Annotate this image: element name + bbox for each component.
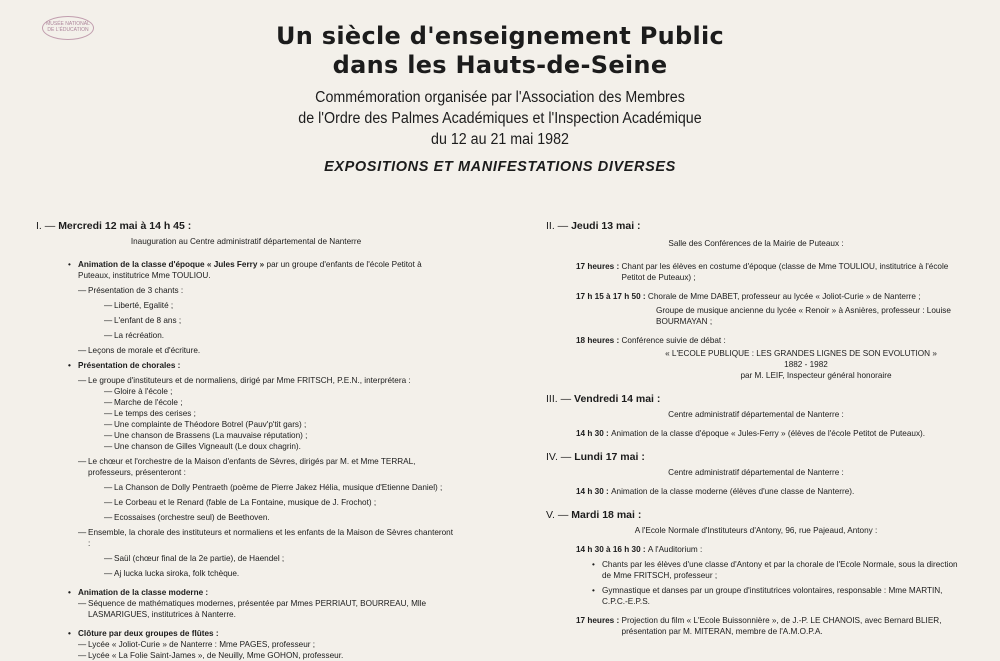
- schedule-text: A l'Auditorium :: [647, 545, 703, 554]
- bullet-title: • Présentation de chorales :: [66, 360, 456, 371]
- sub-list-item: — Saül (chœur final de la 2e partie), de Haendel ;: [104, 553, 456, 564]
- day-heading-4: [546, 451, 966, 464]
- schedule-row: [576, 261, 966, 283]
- schedule-text: Chant par les élèves en costume d'époque (classe de Mme TOULIOU, institutrice à l'école Petitot de Puteaux) ;: [621, 262, 949, 282]
- day-number: III. —: [546, 393, 572, 405]
- sub-list-item: — Liberté, Egalité ;: [104, 300, 456, 311]
- poster-header: [0, 22, 1000, 175]
- lecture-speaker: par M. LEIF, Inspecteur général honoraire: [740, 371, 892, 380]
- venue-text: Salle des Conférences de la Mairie de Puteaux :: [668, 239, 844, 248]
- bullet-text: par un groupe d'enfants de l'école Petitot à Puteaux, institutrice Mme TOULIOU.: [78, 260, 422, 280]
- schedule-time: 17 h 15 à 17 h 50 :: [576, 292, 646, 301]
- schedule-time: 14 h 30 :: [576, 429, 609, 438]
- subtitle-line-2: de l'Ordre des Palmes Académiques et l'Inspection Académique: [298, 110, 702, 127]
- list-item: — Leçons de morale et d'écriture.: [78, 345, 456, 356]
- day-heading-5: [546, 509, 966, 522]
- poster-title-line-2: dans les Hauts-de-Seine: [332, 51, 668, 79]
- bullet-title: • Animation de la classe moderne :: [66, 587, 456, 598]
- subtitle-line-1: Commémoration organisée par l'Association des Membres: [315, 89, 685, 106]
- list-item: — Lycée « La Folie Saint-James », de Neuilly, Mme GOHON, professeur.: [78, 650, 456, 661]
- schedule-text: Animation de la classe d'époque « Jules-Ferry » (élèves de l'école Petitot de Puteaux).: [611, 429, 926, 438]
- venue-text: Centre administratif départemental de Nanterre :: [668, 410, 844, 419]
- list-item: — Lycée « Joliot-Curie » de Nanterre : Mme PAGES, professeur ;: [78, 639, 456, 650]
- day-label: Mardi 18 mai :: [571, 509, 642, 521]
- schedule-text: Groupe de musique ancienne du lycée « Renoir » à Asnières, professeur : Louise BOURMAYAN ;: [656, 306, 951, 326]
- day-label: Jeudi 13 mai :: [571, 220, 641, 232]
- bullet-title: Animation de la classe d'époque « Jules Ferry »: [78, 260, 265, 269]
- day-label: Mercredi 12 mai à 14 h 45 :: [58, 220, 192, 232]
- venue-text: Centre administratif départemental de Nanterre :: [668, 468, 844, 477]
- day-heading-1: [36, 220, 456, 233]
- venue-text: A l'Ecole Normale d'Instituteurs d'Antony, 96, rue Pajeaud, Antony :: [634, 526, 878, 535]
- bullet-item: [66, 259, 456, 281]
- list-item: — Séquence de mathématiques modernes, présentée par Mmes PERRIAUT, BOURREAU, Mlle LASMARIGUES, institutrices à Nanterre.: [78, 598, 456, 620]
- subtitle-dates: du 12 au 21 mai 1982: [431, 131, 569, 148]
- lecture-title: « L'ECOLE PUBLIQUE : LES GRANDES LIGNES DE SON EVOLUTION »: [665, 349, 937, 358]
- sub-list-item: — Une chanson de Gilles Vigneault (Le doux chagrin).: [104, 441, 456, 452]
- day-number: I. —: [36, 220, 56, 232]
- sub-list-item: — Le temps des cerises ;: [104, 408, 456, 419]
- schedule-row: [576, 335, 966, 346]
- sub-list-item: — La récréation.: [104, 330, 456, 341]
- schedule-row: [576, 428, 966, 439]
- day-label: Lundi 17 mai :: [574, 451, 645, 463]
- sub-list-item: — Une chanson de Brassens (La mauvaise réputation) ;: [104, 430, 456, 441]
- sub-list-item: — Le Corbeau et le Renard (fable de La Fontaine, musique de J. Frochot) ;: [104, 497, 456, 508]
- list-item: — Le groupe d'instituteurs et de normaliens, dirigé par Mme FRITSCH, P.E.N., interprétera :: [78, 375, 456, 386]
- sub-list-item: — Marche de l'école ;: [104, 397, 456, 408]
- list-item: — Présentation de 3 chants :: [78, 285, 456, 296]
- bullet-item: • Gymnastique et danses par un groupe d'institutrices volontaires, responsable : Mme MARTIN, C.P.C.-E.P.S.: [590, 585, 966, 607]
- schedule-time: 14 h 30 à 16 h 30 :: [576, 545, 646, 554]
- sub-list-item: — Une complainte de Théodore Botrel (Pauv'p'tit gars) ;: [104, 419, 456, 430]
- sub-list-item: — Gloire à l'école ;: [104, 386, 456, 397]
- sub-list-item: — L'enfant de 8 ans ;: [104, 315, 456, 326]
- schedule-text: Animation de la classe moderne (élèves d'une classe de Nanterre).: [611, 487, 855, 496]
- schedule-time: 17 heures :: [576, 262, 620, 271]
- schedule-text: Chorale de Mme DABET, professeur au lycée « Joliot-Curie » de Nanterre ;: [647, 292, 921, 301]
- sub-list-item: — Ecossaises (orchestre seul) de Beethoven.: [104, 512, 456, 523]
- schedule-row: [576, 486, 966, 497]
- schedule-time: 17 heures :: [576, 616, 620, 625]
- bullet-item: • Chants par les élèves d'une classe d'Antony et par la chorale de l'Ecole Normale, sous la direction de Mme FRITSCH, professeur ;: [590, 559, 966, 581]
- schedule-time: 14 h 30 :: [576, 487, 609, 496]
- schedule-row: [576, 291, 966, 302]
- schedule-time: 18 heures :: [576, 336, 620, 345]
- day-number: IV. —: [546, 451, 572, 463]
- list-item: — Ensemble, la chorale des instituteurs et normaliens et les enfants de la Maison de Sèvres chanteront :: [78, 527, 456, 549]
- venue-text: Inauguration au Centre administratif départemental de Nanterre: [130, 237, 362, 246]
- sub-list-item: — Aj lucka lucka siroka, folk tchèque.: [104, 568, 456, 579]
- left-column: [36, 220, 456, 661]
- schedule-text: Conférence suivie de débat :: [621, 336, 726, 345]
- day-number: V. —: [546, 509, 569, 521]
- day-label: Vendredi 14 mai :: [574, 393, 661, 405]
- list-item: — Le chœur et l'orchestre de la Maison d'enfants de Sèvres, dirigés par M. et Mme TERRAL, professeurs, présenteront :: [78, 456, 456, 478]
- day-number: II. —: [546, 220, 569, 232]
- museum-stamp: MUSÉE NATIONAL DE L'ÉDUCATION: [42, 16, 94, 40]
- right-column: [546, 220, 966, 637]
- section-heading: EXPOSITIONS ET MANIFESTATIONS DIVERSES: [324, 159, 676, 175]
- day-heading-2: [546, 220, 966, 233]
- sub-list-item: — La Chanson de Dolly Pentraeth (poème de Pierre Jakez Hélia, musique d'Etienne Daniel) ;: [104, 482, 456, 493]
- schedule-text: Projection du film « L'Ecole Buissonnière », de J.-P. LE CHANOIS, avec Bernard BLIER, présentation par M. MITERAN, membre de l'A.M.O.P.A.: [621, 616, 942, 636]
- day-heading-3: [546, 393, 966, 406]
- schedule-row: [576, 615, 966, 637]
- bullet-title: • Clôture par deux groupes de flûtes :: [66, 628, 456, 639]
- poster-title-line-1: Un siècle d'enseignement Public: [275, 22, 725, 50]
- lecture-years: 1882 - 1982: [784, 360, 828, 369]
- schedule-row: [576, 544, 966, 555]
